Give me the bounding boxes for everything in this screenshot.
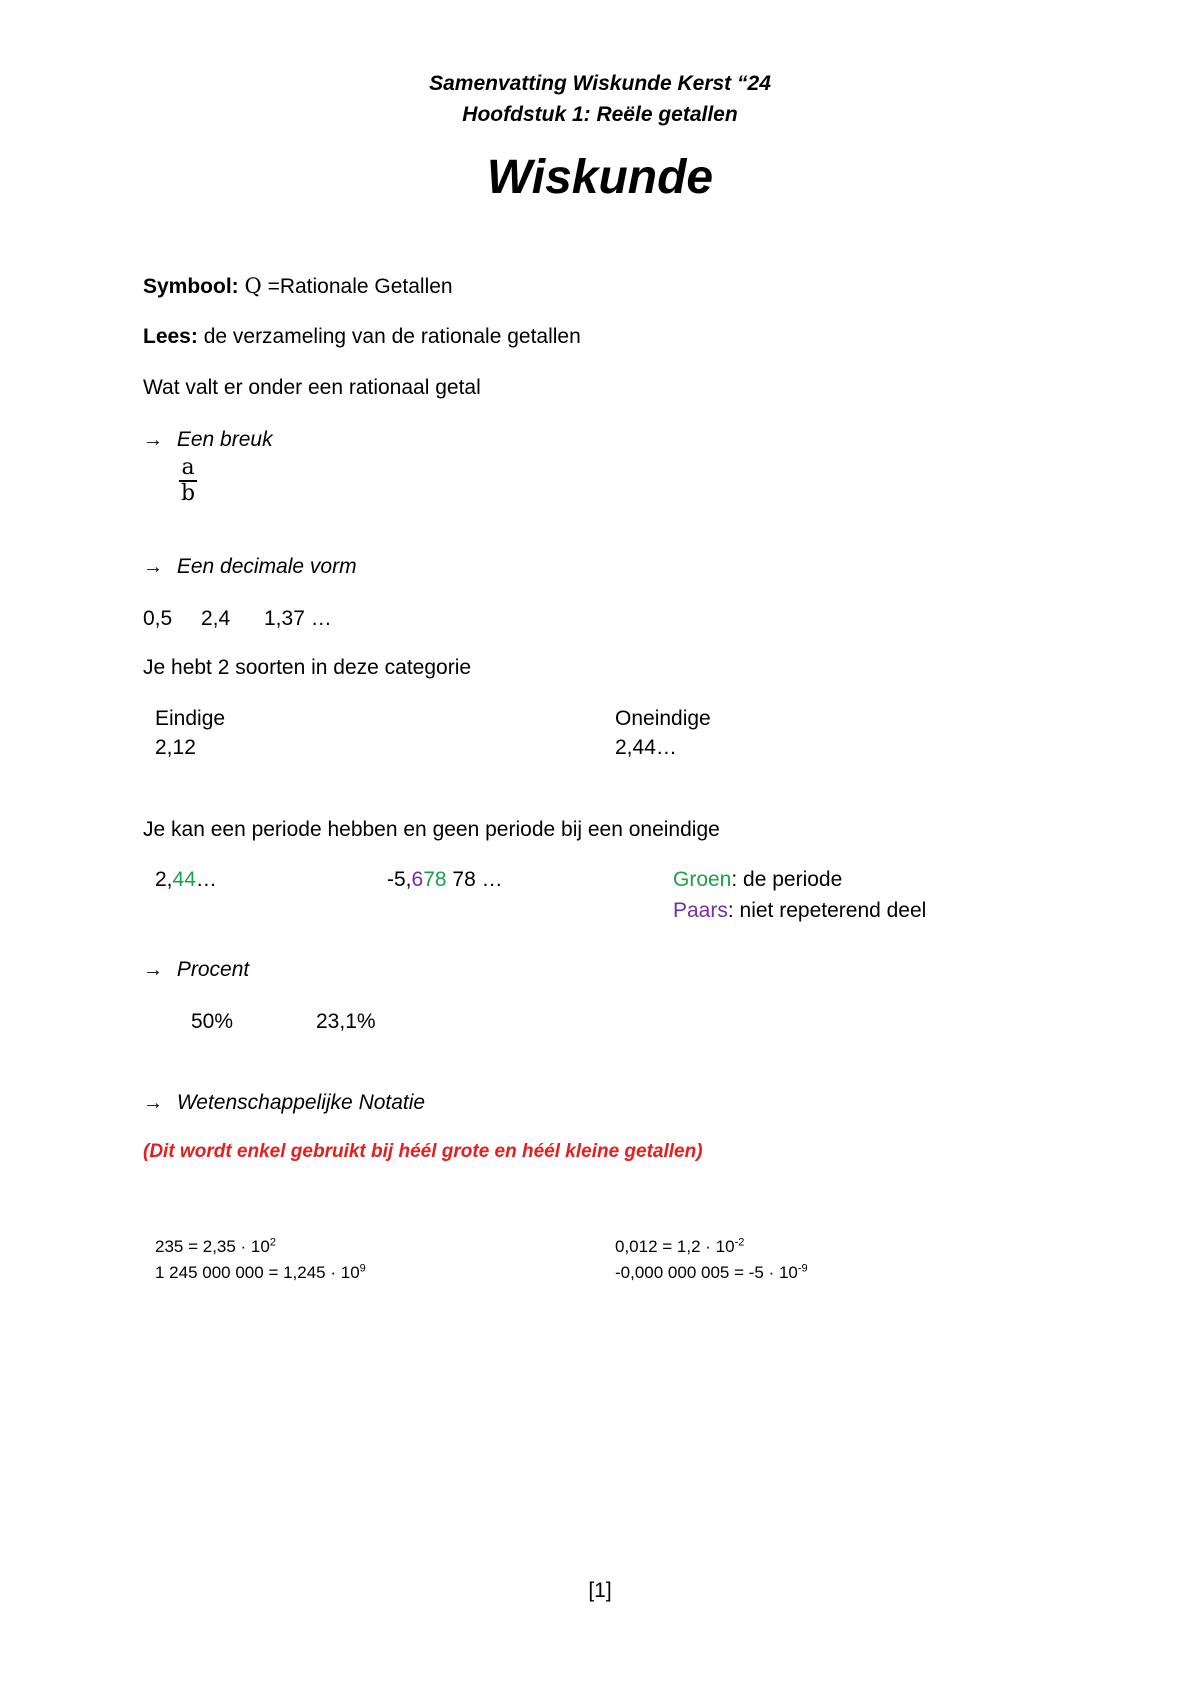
arrow-right-icon: → [143,959,163,981]
page-number: [1] [588,1579,612,1602]
document-header-line2: Hoofdstuk 1: Reële getallen [462,103,738,126]
lees-label: Lees: [143,325,198,348]
oneindige-label: Oneindige [615,707,711,730]
sci-ex2-exponent: 9 [359,1262,366,1275]
procent-bullet [143,958,249,982]
eindige-value: 2,12 [155,736,196,759]
procent-example: 23,1% [316,1010,376,1033]
legend-green-text: : de periode [731,868,843,891]
symbool-label: Symbool: [143,275,239,298]
legend-green [673,868,842,892]
procent-example: 50% [191,1010,234,1033]
wetenschappelijk-note: (Dit wordt enkel gebruikt bij héél grote en héél kleine getallen) [143,1141,703,1162]
fraction-denominator: b [180,481,196,506]
breuk-bullet [143,428,273,452]
legend-green-word: Groen [673,868,732,891]
periode-ex2-suffix: 78 … [446,868,503,891]
periode-example-1 [155,868,217,892]
sci-ex4-exponent: -9 [797,1262,808,1275]
scientific-example-4 [615,1263,808,1283]
arrow-right-icon: → [143,1092,163,1114]
periode-ex1-repeating: 44 [172,868,196,891]
symbool-text: =Rationale Getallen [261,275,453,298]
wetenschappelijk-label: Wetenschappelijke Notatie [176,1091,426,1114]
legend-purple-word: Paars [673,899,728,922]
sci-ex1-exponent: 2 [269,1236,276,1249]
wetenschappelijk-bullet [143,1091,425,1115]
periode-ex2-repeating: 78 [423,868,447,891]
decimal-example: 0,5 [143,607,173,630]
periode-example-2 [387,868,503,892]
periode-ex1-suffix: … [195,868,217,891]
soorten-text: Je hebt 2 soorten in deze categorie [143,656,472,679]
scientific-example-3 [615,1237,744,1257]
lees-text: de verzameling van de rationale getallen [197,325,581,348]
page-title: Wiskunde [486,151,714,204]
scientific-example-2 [155,1263,366,1283]
oneindige-value: 2,44… [615,736,677,759]
lees-line [143,325,581,349]
sci-ex3-exponent: -2 [734,1236,745,1249]
fraction-numerator: a [181,455,195,480]
rational-question: Wat valt er onder een rationaal getal [143,376,481,399]
fraction-a-over-b [179,457,197,505]
rational-symbol: Q [244,274,262,298]
sci-ex4-base: -0,000 000 005 = -5 · 10 [615,1263,798,1282]
eindige-label: Eindige [155,707,226,730]
document-header-line1: Samenvatting Wiskunde Kerst “24 [429,72,771,95]
arrow-right-icon: → [143,429,163,451]
sci-ex2-base: 1 245 000 000 = 1,245 · 10 [155,1263,360,1282]
periode-ex2-prefix: -5, [387,868,412,891]
symbool-line [143,274,453,299]
decimal-example: 1,37 … [264,607,332,630]
legend-purple-text: : niet repeterend deel [727,899,927,922]
sci-ex1-base: 235 = 2,35 · 10 [155,1237,270,1256]
arrow-right-icon: → [143,556,163,578]
legend-purple [673,899,926,923]
decimaal-bullet [143,555,357,579]
decimaal-label: Een decimale vorm [176,555,357,578]
sci-ex3-base: 0,012 = 1,2 · 10 [615,1237,735,1256]
procent-label: Procent [176,958,250,981]
periode-ex1-prefix: 2, [155,868,173,891]
periode-ex2-nonrepeating: 6 [411,868,424,891]
periode-text: Je kan een periode hebben en geen periode bij een oneindige [143,818,720,841]
decimal-example: 2,4 [201,607,231,630]
scientific-example-1 [155,1237,276,1257]
breuk-label: Een breuk [176,428,273,451]
